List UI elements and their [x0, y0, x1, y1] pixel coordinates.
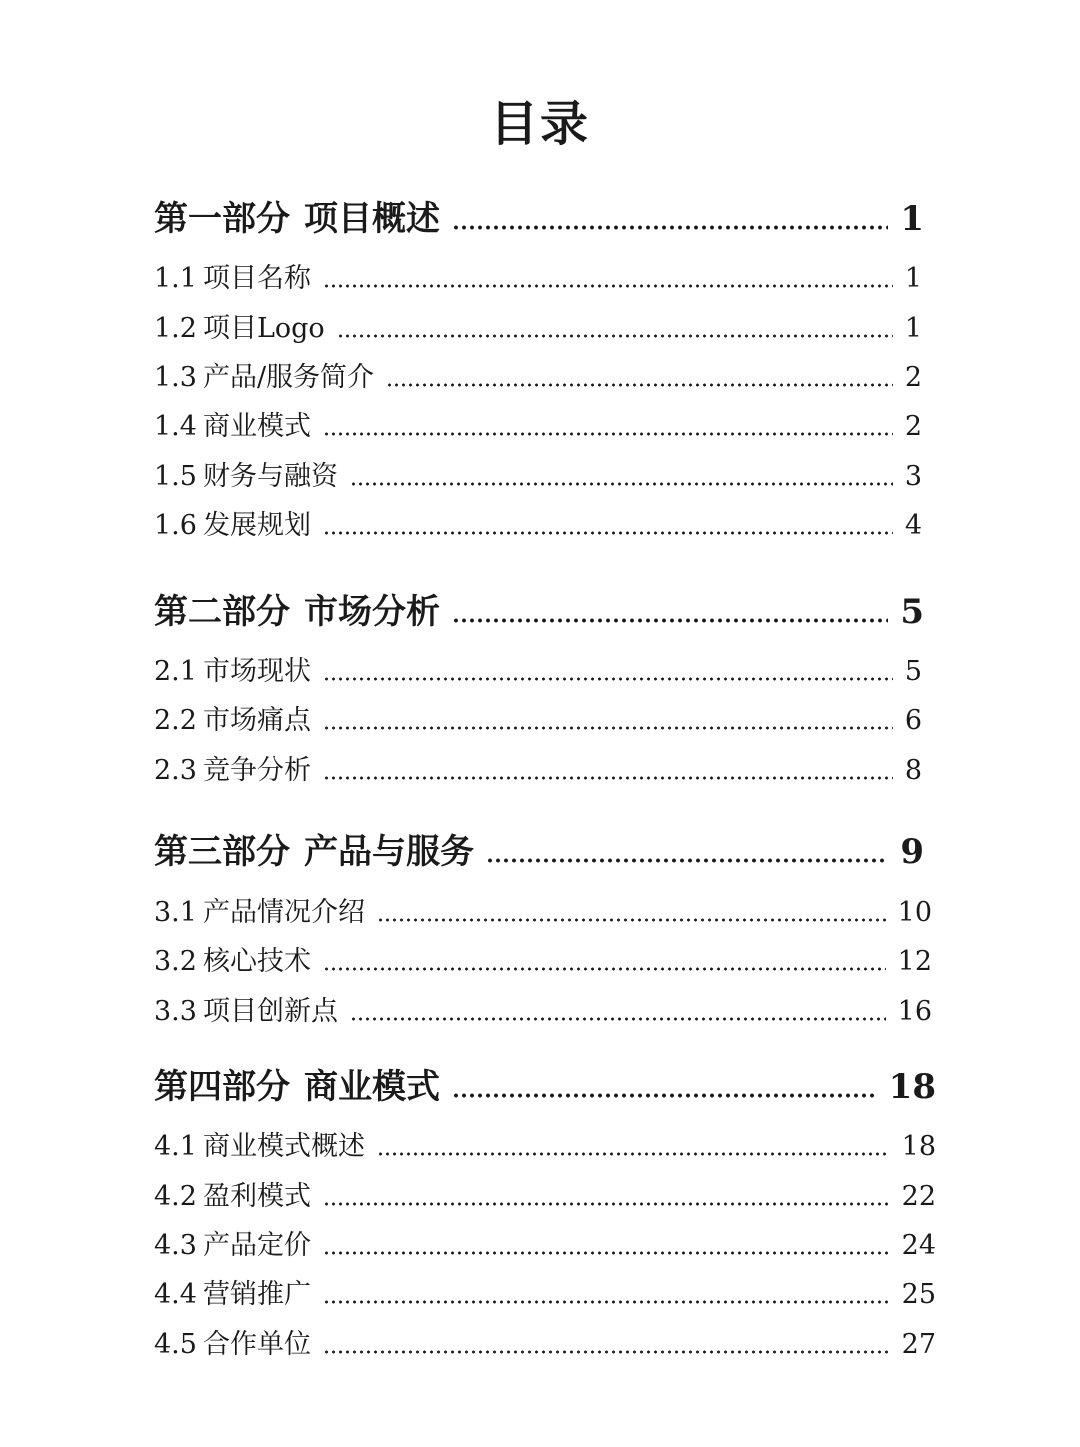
item-title: 市场现状	[202, 656, 311, 687]
item-number: 1.5	[154, 461, 197, 492]
item-number: 3.1	[154, 897, 197, 928]
item-number: 1.2	[154, 313, 197, 344]
item-number: 2.3	[154, 755, 197, 786]
item-title: 项目名称	[202, 263, 311, 294]
toc-item-1-4[interactable]	[154, 408, 922, 446]
page-number: 24	[901, 1230, 936, 1261]
page-number: 8	[904, 755, 922, 786]
item-title: 营销推广	[202, 1279, 311, 1310]
item-number: 1.3	[154, 362, 197, 393]
dot-leader	[386, 383, 893, 387]
section-number: 第三部分	[154, 832, 290, 872]
section-title: 市场分析	[304, 592, 440, 632]
page-number: 18	[901, 1131, 936, 1162]
toc-item-1-6[interactable]	[154, 507, 922, 545]
toc-item-2-3[interactable]	[154, 752, 922, 790]
item-title: 核心技术	[202, 946, 311, 977]
item-title: 项目Logo	[202, 313, 325, 344]
toc-item-1-2[interactable]	[154, 310, 922, 348]
toc-item-4-2[interactable]	[154, 1178, 936, 1216]
page-number: 5	[904, 656, 922, 687]
section-number: 第四部分	[154, 1067, 290, 1107]
section-title: 商业模式	[304, 1067, 440, 1107]
dot-leader	[323, 1350, 890, 1354]
dot-leader	[323, 432, 893, 436]
page-number: 5	[900, 592, 924, 632]
toc-item-4-3[interactable]	[154, 1227, 936, 1265]
dot-leader	[323, 726, 893, 730]
item-title: 产品情况介绍	[202, 897, 365, 928]
item-title: 盈利模式	[202, 1181, 311, 1212]
toc-item-1-3[interactable]	[154, 359, 922, 397]
page-number: 25	[901, 1279, 936, 1310]
dot-leader	[323, 776, 893, 780]
toc-item-4-1[interactable]	[154, 1128, 936, 1166]
toc-item-3-3[interactable]	[154, 993, 932, 1031]
item-title: 商业模式概述	[202, 1131, 365, 1162]
page-number: 22	[901, 1181, 936, 1212]
toc-section-4[interactable]	[154, 1064, 936, 1110]
toc-title: 目录	[489, 96, 590, 152]
item-number: 4.5	[154, 1329, 197, 1360]
dot-leader	[323, 677, 893, 681]
dot-leader	[377, 1152, 890, 1156]
item-number: 1.1	[154, 263, 197, 294]
page-number: 1	[904, 263, 922, 294]
item-title: 市场痛点	[202, 705, 311, 736]
page-number: 2	[904, 411, 922, 442]
dot-leader	[323, 1202, 890, 1206]
dot-leader	[323, 284, 893, 288]
page-number: 1	[904, 313, 922, 344]
toc-item-2-1[interactable]	[154, 653, 922, 691]
page-number: 1	[900, 199, 924, 239]
item-number: 2.1	[154, 656, 197, 687]
dot-leader	[486, 858, 888, 863]
item-number: 4.4	[154, 1279, 197, 1310]
dot-leader	[452, 1093, 877, 1098]
page-number: 10	[897, 897, 932, 928]
page-number: 4	[904, 510, 922, 541]
dot-leader	[350, 482, 893, 486]
item-title: 商业模式	[202, 411, 311, 442]
dot-leader	[323, 531, 893, 535]
toc-item-4-5[interactable]	[154, 1326, 936, 1364]
toc-section-2[interactable]	[154, 589, 924, 635]
item-title: 项目创新点	[202, 996, 338, 1027]
section-title: 项目概述	[304, 199, 440, 239]
toc-item-1-5[interactable]	[154, 458, 922, 496]
dot-leader	[337, 334, 893, 338]
item-title: 发展规划	[202, 510, 311, 541]
page-number: 2	[904, 362, 922, 393]
item-number: 2.2	[154, 705, 197, 736]
item-title: 产品/服务简介	[202, 362, 375, 393]
dot-leader	[323, 967, 886, 971]
item-number: 3.3	[154, 996, 197, 1027]
toc-item-3-2[interactable]	[154, 943, 932, 981]
section-title: 产品与服务	[304, 832, 474, 872]
dot-leader	[452, 618, 888, 623]
item-title: 竞争分析	[202, 755, 311, 786]
page-number: 3	[904, 461, 922, 492]
page-number: 12	[897, 946, 932, 977]
toc-section-3[interactable]	[154, 829, 924, 875]
item-title: 产品定价	[202, 1230, 311, 1261]
page-number: 16	[897, 996, 932, 1027]
dot-leader	[452, 225, 888, 230]
item-number: 3.2	[154, 946, 197, 977]
page-number: 6	[904, 705, 922, 736]
item-number: 1.4	[154, 411, 197, 442]
page-number: 18	[888, 1067, 936, 1107]
toc-item-3-1[interactable]	[154, 894, 932, 932]
item-number: 4.2	[154, 1181, 197, 1212]
dot-leader	[350, 1017, 886, 1021]
item-number: 4.3	[154, 1230, 197, 1261]
item-number: 4.1	[154, 1131, 197, 1162]
toc-item-4-4[interactable]	[154, 1276, 936, 1314]
item-title: 合作单位	[202, 1329, 311, 1360]
toc-item-1-1[interactable]	[154, 260, 922, 298]
dot-leader	[323, 1251, 890, 1255]
dot-leader	[377, 918, 886, 922]
toc-section-1[interactable]	[154, 196, 924, 242]
page-number: 9	[900, 832, 924, 872]
section-number: 第一部分	[154, 199, 290, 239]
page-number: 27	[901, 1329, 936, 1360]
item-number: 1.6	[154, 510, 197, 541]
item-title: 财务与融资	[202, 461, 338, 492]
toc-item-2-2[interactable]	[154, 702, 922, 740]
section-number: 第二部分	[154, 592, 290, 632]
dot-leader	[323, 1300, 890, 1304]
